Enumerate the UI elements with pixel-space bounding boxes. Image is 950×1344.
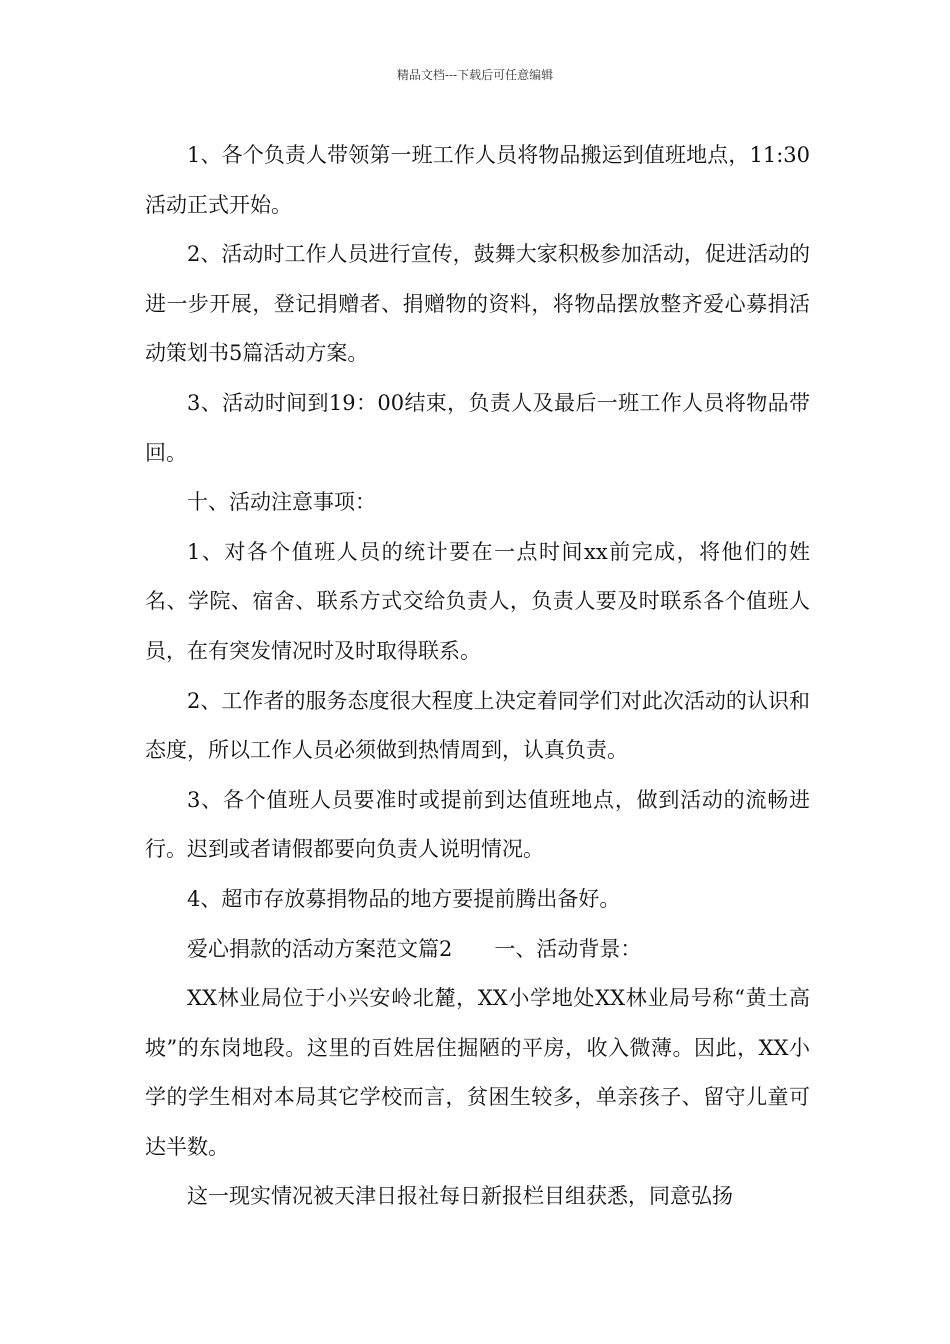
paragraph-2: 2、活动时工作人员进行宣传，鼓舞大家积极参加活动，促进活动的进一步开展，登记捐赠者、捐赠物的资料，将物品摆放整齐爱心募捐活动策划书5篇活动方案。 [145,242,810,366]
background-paragraph: XX林业局位于小兴安岭北麓，XX小学地处XX林业局号称“黄土高坡”的东岗地段。这里的百姓居住掘陋的平房，收入微薄。因此，XX小学的学生相对本局其它学校而言，贫困生较多，单亲孩子、留守儿童可达半数。 [145,986,810,1159]
paragraph-note-1: 1、对各个值班人员的统计要在一点时间xx前完成，将他们的姓名、学院、宿舍、联系方式交给负责人，负责人要及时联系各个值班人员，在有突发情况时及时取得联系。 [145,539,810,663]
paragraph-1: 1、各个负责人带领第一班工作人员将物品搬运到值班地点，11:30活动正式开始。 [145,143,810,217]
paragraph-3: 3、活动时间到19：00结束，负责人及最后一班工作人员将物品带回。 [145,390,810,465]
paragraph-note-4: 4、超市存放募捐物品的地方要提前腾出备好。 [187,886,621,911]
article-heading-line [145,925,810,975]
article-subtitle: 一、活动背景： [494,936,642,961]
closing-paragraph: 这一现实情况被天津日报社每日新报栏目组获悉，同意弘扬 [187,1184,733,1209]
document-body [145,131,810,1222]
paragraph-note-3: 3、各个值班人员要准时或提前到达值班地点，做到活动的流畅进行。迟到或者请假都要向负责人说明情况。 [145,787,810,862]
paragraph-note-2: 2、工作者的服务态度很大程度上决定着同学们对此次活动的认识和态度，所以工作人员必须做到热情周到，认真负责。 [145,688,810,763]
section-ten-heading: 十、活动注意事项： [187,490,376,515]
article-title: 爱心捐款的活动方案范文篇2 [187,936,453,961]
page-header: 精品文档---下载后可任意编辑 [396,68,554,82]
